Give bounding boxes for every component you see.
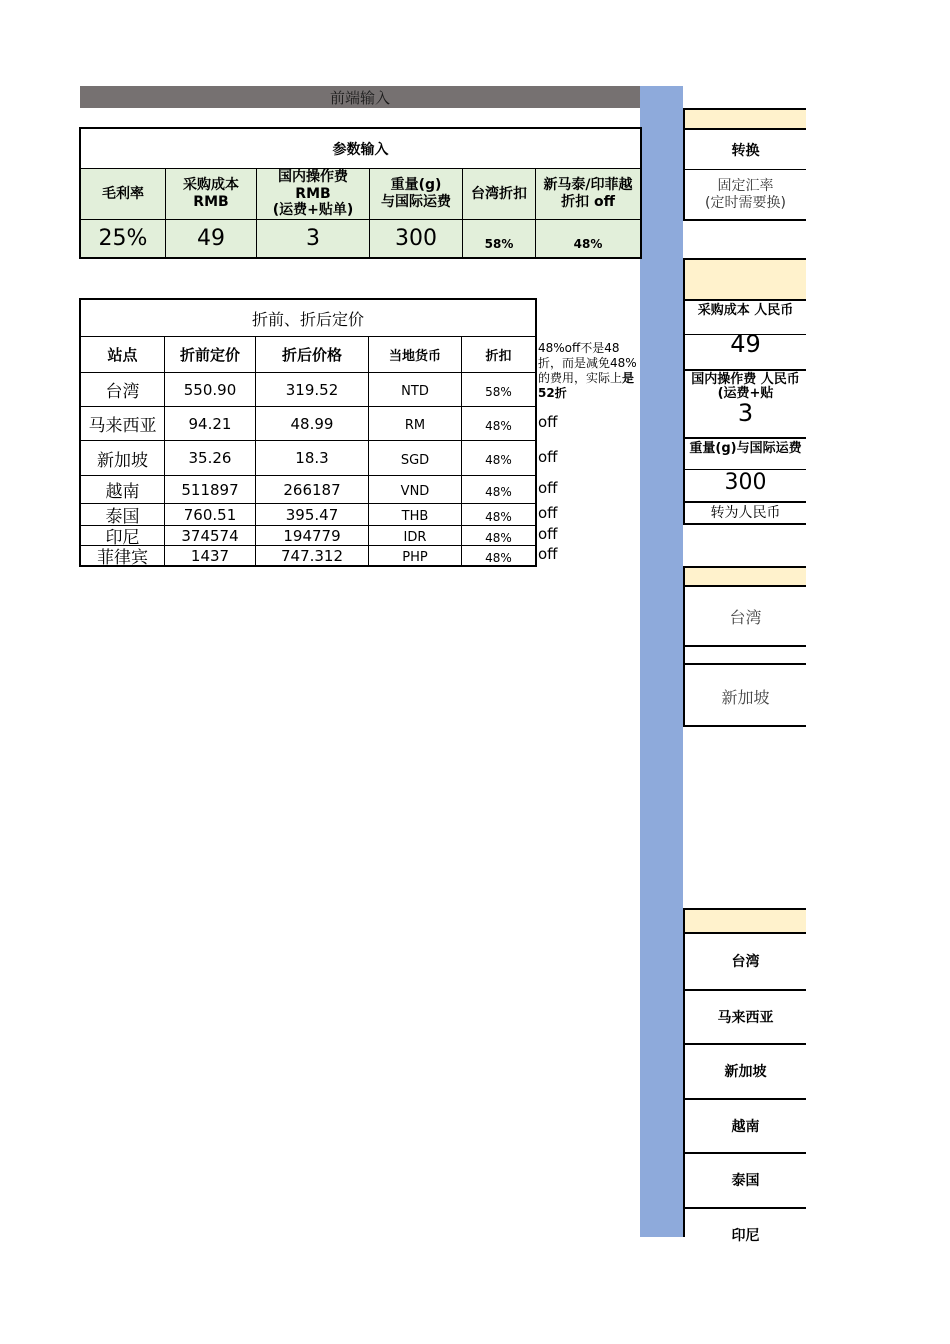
domestic-fee-label: 国内操作费 人民币 (运费+贴 [685, 369, 806, 405]
site-b-item: 越南 [685, 1098, 806, 1153]
cell-currency: PHP [369, 546, 462, 565]
param-table-title: 参数输入 [81, 129, 640, 169]
cell-pre-price: 1437 [165, 546, 256, 565]
sites-panel-b-header [683, 908, 806, 932]
cost-panel [683, 299, 806, 525]
cell-discount: 48% [485, 453, 512, 467]
cell-post-price: 18.3 [256, 441, 369, 475]
cell-site: 菲律宾 [81, 546, 165, 565]
site-b-item: 马来西亚 [685, 989, 806, 1044]
pricing-header-row [81, 337, 535, 372]
header-purchase-cost: 采购成本 RMB [166, 169, 257, 220]
domestic-fee-value: 3 [737, 399, 754, 427]
cell-site: 马来西亚 [81, 407, 165, 440]
cell-discount: 48% [485, 509, 512, 524]
tw-discount-input[interactable]: 58% [463, 220, 536, 257]
off-label: off [538, 479, 558, 497]
cell-discount: 48% [485, 484, 512, 499]
domestic-fee-input[interactable]: 3 [257, 220, 370, 257]
cell-discount: 58% [485, 384, 512, 399]
cell-site: 越南 [81, 476, 165, 503]
column-divider [640, 86, 683, 1237]
table-row [81, 440, 535, 475]
off-label: off [538, 525, 558, 543]
gross-margin-input[interactable]: 25% [81, 220, 166, 257]
cell-site: 新加坡 [81, 441, 165, 475]
note-bold-text: 是52折 [538, 371, 635, 400]
note-text: 48%off不是48折，而是减免48%的费用，实际上 [538, 341, 637, 385]
weight-value: 300 [685, 469, 806, 495]
weight-label: 重量(g)与国际运费 [685, 437, 806, 471]
cell-discount: 48% [485, 550, 512, 565]
site-b-item: 泰国 [685, 1152, 806, 1207]
cell-post-price: 48.99 [256, 407, 369, 440]
col-site: 站点 [81, 337, 165, 372]
off-label: off [538, 413, 558, 431]
fixed-rate-label: 固定汇率 (定时需要换) [705, 177, 786, 211]
header-domestic-fee: 国内操作费 RMB (运费+贴单) [257, 169, 370, 220]
cell-site: 印尼 [81, 526, 165, 545]
site-b-item: 印尼 [685, 1207, 806, 1262]
table-row [81, 525, 535, 548]
table-row [81, 503, 535, 525]
purchase-cost-value: 49 [730, 330, 761, 358]
sites-panel-b [683, 932, 806, 1244]
pricing-table [79, 298, 537, 567]
col-pre-price: 折前定价 [165, 337, 256, 372]
header-gross-margin: 毛利率 [81, 169, 166, 220]
cell-post-price: 747.312 [256, 546, 369, 565]
cell-currency: RM [369, 407, 462, 440]
header-sea-discount: 新马泰/印菲越 折扣 off [536, 169, 640, 220]
sea-discount-input[interactable]: 48% [536, 220, 640, 257]
cell-pre-price: 35.26 [165, 441, 256, 475]
header-tw-discount: 台湾折扣 [463, 169, 536, 220]
convert-panel-header [683, 108, 806, 128]
cell-post-price: 194779 [256, 526, 369, 545]
cell-discount: 48% [485, 418, 512, 433]
cell-currency: THB [369, 504, 462, 525]
sites-panel-a [683, 585, 806, 727]
cell-post-price: 319.52 [256, 373, 369, 406]
off-label: off [538, 504, 558, 522]
sites-panel-a-header [683, 566, 806, 585]
cell-currency: VND [369, 476, 462, 503]
cell-pre-price: 374574 [165, 526, 256, 545]
cell-currency: NTD [369, 373, 462, 406]
site-b-item: 新加坡 [685, 1043, 806, 1098]
cell-site: 泰国 [81, 504, 165, 525]
table-row [81, 372, 535, 406]
site-a-taiwan: 台湾 [685, 587, 806, 647]
pricing-title: 折前、折后定价 [81, 300, 535, 337]
off-label: off [538, 545, 558, 563]
cell-pre-price: 94.21 [165, 407, 256, 440]
cell-currency: IDR [369, 526, 462, 545]
front-input-header: 前端输入 [80, 86, 640, 108]
purchase-cost-label: 采购成本 人民币 [685, 299, 806, 335]
weight-input[interactable]: 300 [370, 220, 463, 257]
site-b-item: 台湾 [731, 954, 760, 971]
col-discount: 折扣 [485, 349, 512, 364]
cell-pre-price: 511897 [165, 476, 256, 503]
cell-site: 台湾 [81, 373, 165, 406]
table-row [81, 475, 535, 503]
discount-note [538, 341, 638, 401]
site-a-spacer [685, 647, 806, 665]
convert-panel [683, 128, 806, 221]
col-currency: 当地货币 [369, 337, 462, 372]
table-row [81, 406, 535, 440]
cell-post-price: 266187 [256, 476, 369, 503]
col-post-price: 折后价格 [256, 337, 369, 372]
header-weight: 重量(g) 与国际运费 [370, 169, 463, 220]
cell-post-price: 395.47 [256, 504, 369, 525]
table-row [81, 545, 535, 568]
cell-pre-price: 550.90 [165, 373, 256, 406]
off-label: off [538, 447, 558, 466]
cell-currency: SGD [369, 441, 462, 475]
cell-pre-price: 760.51 [165, 504, 256, 525]
convert-title: 转换 [685, 130, 806, 170]
purchase-cost-input[interactable]: 49 [166, 220, 257, 257]
cost-panel-header [683, 258, 806, 299]
to-rmb-label: 转为人民币 [685, 501, 806, 521]
site-a-singapore: 新加坡 [721, 687, 770, 707]
cell-discount: 48% [485, 530, 512, 545]
param-input-table [79, 127, 642, 259]
